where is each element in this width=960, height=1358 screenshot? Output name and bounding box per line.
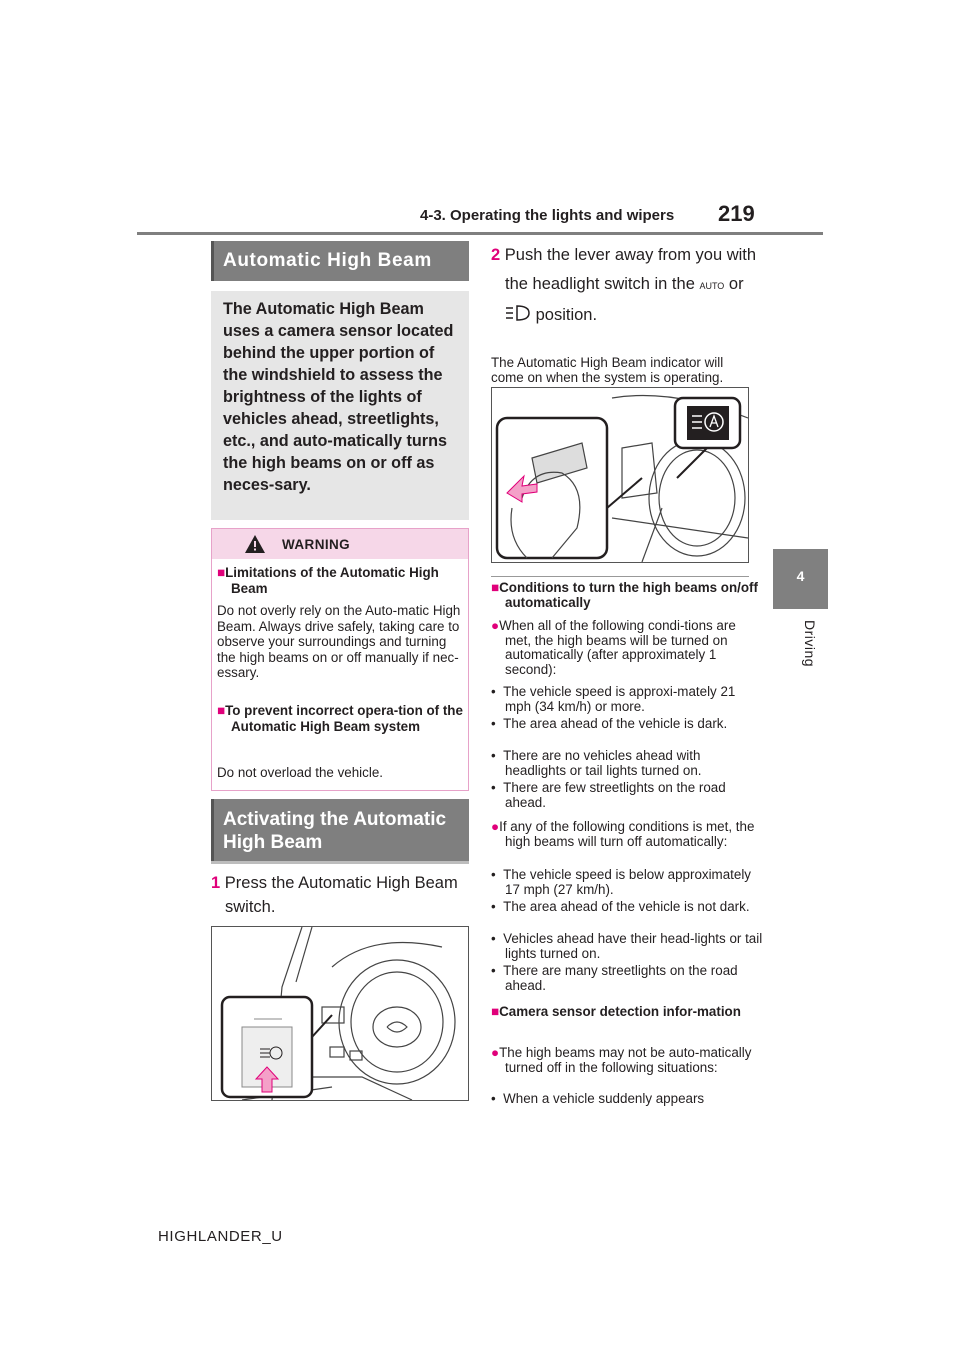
- cond-off-item-4: • There are many streetlights on the road ahead.: [491, 963, 738, 993]
- heading-underline: [211, 861, 469, 864]
- dashboard-switch-drawing: [212, 927, 468, 1100]
- figure-switch-illustration: [211, 926, 469, 1101]
- header-rule: [137, 232, 823, 235]
- cond-on-item-2: • The area ahead of the vehicle is dark.: [491, 716, 728, 731]
- cond-on-item-4: • There are few streetlights on the road ahead.: [491, 780, 726, 810]
- heading-automatic-high-beam: Automatic High Beam: [211, 241, 469, 281]
- camera-item-1: • When a vehicle suddenly appears: [491, 1091, 705, 1106]
- warning-item2-text: Do not overload the vehicle.: [217, 765, 383, 780]
- cond-off-item-2: • The area ahead of the vehicle is not dark.: [491, 899, 750, 914]
- warning-title: WARNING: [282, 537, 351, 552]
- auto-high-beam-indicator-icon: [505, 303, 531, 323]
- step-2: 2 Push the lever away from you with the headlight switch in the AUTO or position.: [491, 246, 757, 324]
- cond-on-item-3: • There are no vehicles ahead with headlights or tail lights turned on.: [491, 748, 702, 778]
- conditions-title: ■Conditions to turn the high beams on/off automatically: [491, 580, 758, 610]
- cond-off-item-1: • The vehicle speed is below approximately 17 mph (27 km/h).: [491, 867, 751, 897]
- step-1: [211, 871, 483, 919]
- conditions-off-intro: ●If any of the following conditions is met, the high beams will turn off automatically:: [491, 819, 755, 849]
- camera-intro: ●The high beams may not be auto-matically turned off in the following situations:: [491, 1045, 752, 1075]
- cond-on-item-1: • The vehicle speed is approxi-mately 21 mph (34 km/h) or more.: [491, 684, 736, 714]
- step-2-number: 2: [491, 246, 501, 264]
- indicator-note: The Automatic High Beam indicator will come on when the system is operating.: [491, 355, 724, 385]
- intro-box: The Automatic High Beam uses a camera sensor located behind the upper portion of the windshield to assess the brightness of the lights of vehicles ahead, streetlights, etc., and auto-matically turns the high beams on or off as neces-sary.: [211, 291, 469, 520]
- step-1-text: Press the Automatic High Beam switch.: [224, 874, 458, 916]
- footer-model: HIGHLANDER_U: [158, 1228, 283, 1245]
- camera-title: ■Camera sensor detection infor-mation: [491, 1004, 741, 1019]
- figure-lever-illustration: [491, 387, 749, 563]
- conditions-on-intro: ●When all of the following condi-tions are met, the high beams will be turned on automatically (after approximately 1 second):: [491, 618, 736, 677]
- chapter-number: 4: [796, 568, 805, 584]
- cond-off-item-3: • Vehicles ahead have their head-lights or tail lights turned on.: [491, 931, 763, 961]
- warning-item1-title: ■Limitations of the Automatic High Beam: [217, 565, 439, 596]
- warning-item2-title: ■To prevent incorrect opera-tion of the Automatic High Beam system: [217, 703, 463, 734]
- lever-drawing: [492, 388, 748, 562]
- warning-item1-text: Do not overly rely on the Auto-matic High Beam. Always drive safely, taking care to observe your surroundings and turning the high beams on or off manually if nec-essary.: [217, 603, 461, 680]
- step-1-number: 1: [211, 874, 221, 892]
- heading-activating: Activating the Automatic High Beam: [211, 799, 469, 862]
- warning-box: [211, 528, 469, 791]
- page-number: 219: [718, 201, 755, 226]
- auto-position-icon: AUTO: [699, 281, 725, 291]
- chapter-label: Driving: [802, 620, 818, 668]
- section-rule: [491, 576, 749, 577]
- warning-icon: [244, 534, 266, 554]
- section-title: 4-3. Operating the lights and wipers: [420, 207, 675, 224]
